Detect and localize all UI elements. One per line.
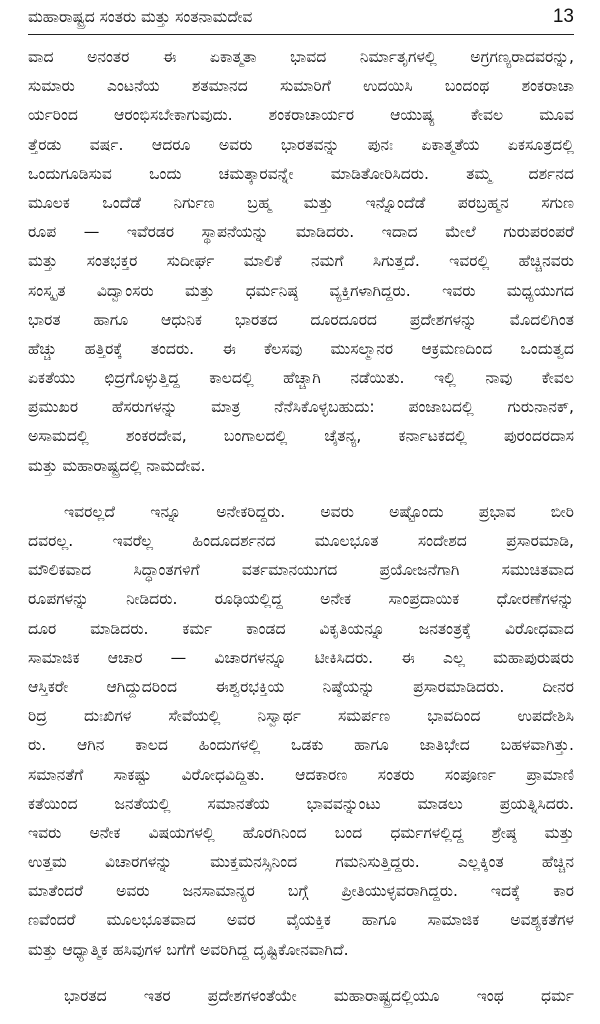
paragraph-gap [28,965,574,982]
text-line: ಮತ್ತು ಸಂತಭಕ್ತರ ಸುದೀರ್ಘ ಮಾಲಿಕೆ ನಮಗೆ ಸಿಗುತ್ತದೆ. ಇವರಲ್ಲಿ ಹೆಚ್ಚಿನವರು [28,252,574,271]
text-line: ಣವೆಂದರೆ ಮೂಲಭೂತವಾದ ಅವರ ವೈಯಕ್ತಿಕ ಹಾಗೂ ಸಾಮಾಜಿಕ ಅವಶ್ಯಕತೆಗಳ [28,911,574,930]
text-line: ಮತ್ತು ಮಹಾರಾಷ್ಟ್ರದಲ್ಲಿ ನಾಮದೇವ. [28,456,206,475]
text-line: ಸಂಸ್ಕೃತ ವಿದ್ವಾಂಸರು ಮತ್ತು ಧರ್ಮನಿಷ್ಠ ವ್ಯಕ್ತಿಗಳಾಗಿದ್ದರು. ಇವರು ಮಧ್ಯಯುಗದ [28,281,574,300]
text-line: ರಿದ್ರ ದುಃಖಿಗಳ ಸೇವೆಯಲ್ಲಿ ನಿಸ್ವಾರ್ಥ ಸಮರ್ಪಣ ಭಾವದಿಂದ ಉಪದೇಶಿಸಿ [28,707,574,726]
running-header [28,6,574,35]
paragraph [28,982,574,1011]
text-line: ದವರಲ್ಲ. ಇವರೆಲ್ಲ ಹಿಂದೂದರ್ಶನದ ಮೂಲಭೂತ ಸಂದೇಶದ ಪ್ರಸಾರಮಾಡಿ, [28,532,574,550]
text-line: ಆಸ್ತಿಕರೇ ಆಗಿದ್ದುದರಿಂದ ಈಶ್ವರಭಕ್ತಿಯ ನಿಷ್ಠೆಯನ್ನು ಪ್ರಸಾರಮಾಡಿದರು. ದೀನರ [28,677,574,696]
text-line: ಇವರು ಅನೇಕ ವಿಷಯಗಳಲ್ಲಿ ಹೊರಗಿನಿಂದ ಬಂದ ಧರ್ಮಗಳಲ್ಲಿದ್ದ ಶ್ರೇಷ್ಠ ಮತ್ತು [28,823,574,842]
paragraph-gap [28,481,574,498]
text-line: ಮಾತೆಂದರೆ ಅವರು ಜನಸಾಮಾನ್ಯರ ಬಗ್ಗೆ ಪ್ರೀತಿಯುಳ್ಳವರಾಗಿದ್ದರು. ಇದಕ್ಕೆ ಕಾರ [28,882,574,901]
page-number: 13 [552,6,574,27]
text-line: ಮತ್ತು ಆಧ್ಯಾತ್ಮಿಕ ಹಸಿವುಗಳ ಬಗೆಗೆ ಅವರಿಗಿದ್ದ ದೃಷ್ಟಿಕೋನವಾಗಿದೆ. [28,940,349,959]
text-line: ಮೂಲಕ ಒಂದೆಡೆ ನಿರ್ಗುಣ ಬ್ರಹ್ಮ ಮತ್ತು ಇನ್ನೊಂದೆಡೆ ಪರಬ್ರಹ್ಮನ ಸಗುಣ [28,193,574,212]
text-line: ಭಾರತ ಹಾಗೂ ಆಧುನಿಕ ಭಾರತದ ದೂರದೂರದ ಪ್ರದೇಶಗಳನ್ನು ಮೊದಲಿಗಿಂತ [28,310,574,329]
text-line: ಒಂದುಗೂಡಿಸುವ ಒಂದು ಚಮತ್ಕಾರವನ್ನೇ ಮಾಡಿತೋರಿಸಿದರು. ತಮ್ಮ ದರ್ಶನದ [28,164,574,183]
text-line: ಸಾಮಾಜಿಕ ಆಚಾರ — ವಿಚಾರಗಳನ್ನೂ ಟೀಕಿಸಿದರು. ಈ ಎಲ್ಲ ಮಹಾಪುರುಷರು [28,648,574,667]
paragraph [28,43,574,481]
text-line: ಪ್ರಮುಖರ ಹೆಸರುಗಳನ್ನು ಮಾತ್ರ ನೆನೆಸಿಕೊಳ್ಳಬಹುದು: ಪಂಜಾಬದಲ್ಲಿ ಗುರುನಾನಕ್, [28,398,574,417]
text-line: ಸುಮಾರು ಎಂಟನೆಯ ಶತಮಾನದ ಸುಮಾರಿಗೆ ಉದಯಿಸಿ ಬಂದಂಥ ಶಂಕರಾಚಾ [28,77,574,96]
body-text [28,43,574,1011]
text-line: ರೂಪಗಳನ್ನು ನೀಡಿದರು. ರೂಢಿಯಲ್ಲಿದ್ದ ಅನೇಕ ಸಾಂಪ್ರದಾಯಿಕ ಧೋರಣೆಗಳನ್ನು [28,590,574,609]
text-line: ರೂಪ — ಇವೆರಡರ ಸ್ಥಾಪನೆಯನ್ನು ಮಾಡಿದರು. ಇದಾದ ಮೇಲೆ ಗುರುಪರಂಪರೆ [28,223,574,242]
text-line: ಅಸಾಮದಲ್ಲಿ ಶಂಕರದೇವ, ಬಂಗಾಲದಲ್ಲಿ ಚೈತನ್ಯ, ಕರ್ನಾಟಕದಲ್ಲಿ ಪುರಂದರದಾಸ [28,427,574,446]
text-line: ತ್ತೆರಡು ವರ್ಷ. ಆದರೂ ಅವರು ಭಾರತವನ್ನು ಪುನಃ ಏಕಾತ್ಮತೆಯ ಏಕಸೂತ್ರದಲ್ಲಿ [28,135,574,154]
text-line: ದೂರ ಮಾಡಿದರು. ಕರ್ಮ ಕಾಂಡದ ವಿಕೃತಿಯನ್ನೂ ಜನತಂತ್ರಕ್ಕೆ ವಿರೋಧವಾದ [28,619,574,638]
text-line: ವಾದ ಅನಂತರ ಈ ಏಕಾತ್ಮತಾ ಭಾವದ ನಿರ್ಮಾತೃಗಳಲ್ಲಿ ಅಗ್ರಗಣ್ಯರಾದವರನ್ನು, [28,48,574,66]
paragraph [28,498,574,965]
text-line: ಹೆಚ್ಚು ಹತ್ತಿರಕ್ಕೆ ತಂದರು. ಈ ಕೆಲಸವು ಮುಸಲ್ಮಾನರ ಆಕ್ರಮಣದಿಂದ ಒಂದುತ್ವದ [28,339,574,358]
text-line: ಭಾರತದ ಇತರ ಪ್ರದೇಶಗಳಂತೆಯೇ ಮಹಾರಾಷ್ಟ್ರದಲ್ಲಿಯೂ ಇಂಥ ಧರ್ಮ [64,986,574,1005]
running-title: ಮಹಾರಾಷ್ಟ್ರದ ಸಂತರು ಮತ್ತು ಸಂತನಾಮದೇವ [28,8,253,26]
text-line: ಸಮಾನತೆಗೆ ಸಾಕಷ್ಟು ವಿರೋಧವಿದ್ದಿತು. ಆದಕಾರಣ ಸಂತರು ಸಂಪೂರ್ಣ ಪ್ರಾಮಾಣಿ [28,765,574,784]
text-line: ಕತೆಯಿಂದ ಜನತೆಯಲ್ಲಿ ಸಮಾನತೆಯ ಭಾವವನ್ನುಂಟು ಮಾಡಲು ಪ್ರಯತ್ನಿಸಿದರು. [28,794,574,813]
text-line: ಏಕತೆಯು ಛಿದ್ರಗೊಳ್ಳುತ್ತಿದ್ದ ಕಾಲದಲ್ಲಿ ಹೆಚ್ಚಾಗಿ ನಡೆಯಿತು. ಇಲ್ಲಿ ನಾವು ಕೇವಲ [28,369,574,388]
text-line: ಮೌಲಿಕವಾದ ಸಿದ್ಧಾಂತಗಳಿಗೆ ವರ್ತಮಾನಯುಗದ ಪ್ರಯೋಜನೆಗಾಗಿ ಸಮುಚಿತವಾದ [28,561,574,580]
text-line: ಉತ್ತಮ ವಿಚಾರಗಳನ್ನು ಮುಕ್ತಮನಸ್ಸಿನಿಂದ ಗಮನಿಸುತ್ತಿದ್ದರು. ಎಲ್ಲಕ್ಕಿಂತ ಹೆಚ್ಚಿನ [28,853,574,872]
text-line: ರು. ಆಗಿನ ಕಾಲದ ಹಿಂದುಗಳಲ್ಲಿ ಒಡಕು ಹಾಗೂ ಜಾತಿಭೇದ ಬಹಳವಾಗಿತ್ತು. [28,736,574,755]
text-line: ರ್ಯರಿಂದ ಆರಂಭಿಸಬೇಕಾಗುವುದು. ಶಂಕರಾಚಾರ್ಯರ ಆಯುಷ್ಯ ಕೇವಲ ಮೂವ [28,106,574,125]
text-line: ಇವರಲ್ಲದೆ ಇನ್ನೂ ಅನೇಕರಿದ್ದರು. ಅವರು ಅಷ್ಟೊಂದು ಪ್ರಭಾವ ಬೀರಿ [64,502,574,521]
